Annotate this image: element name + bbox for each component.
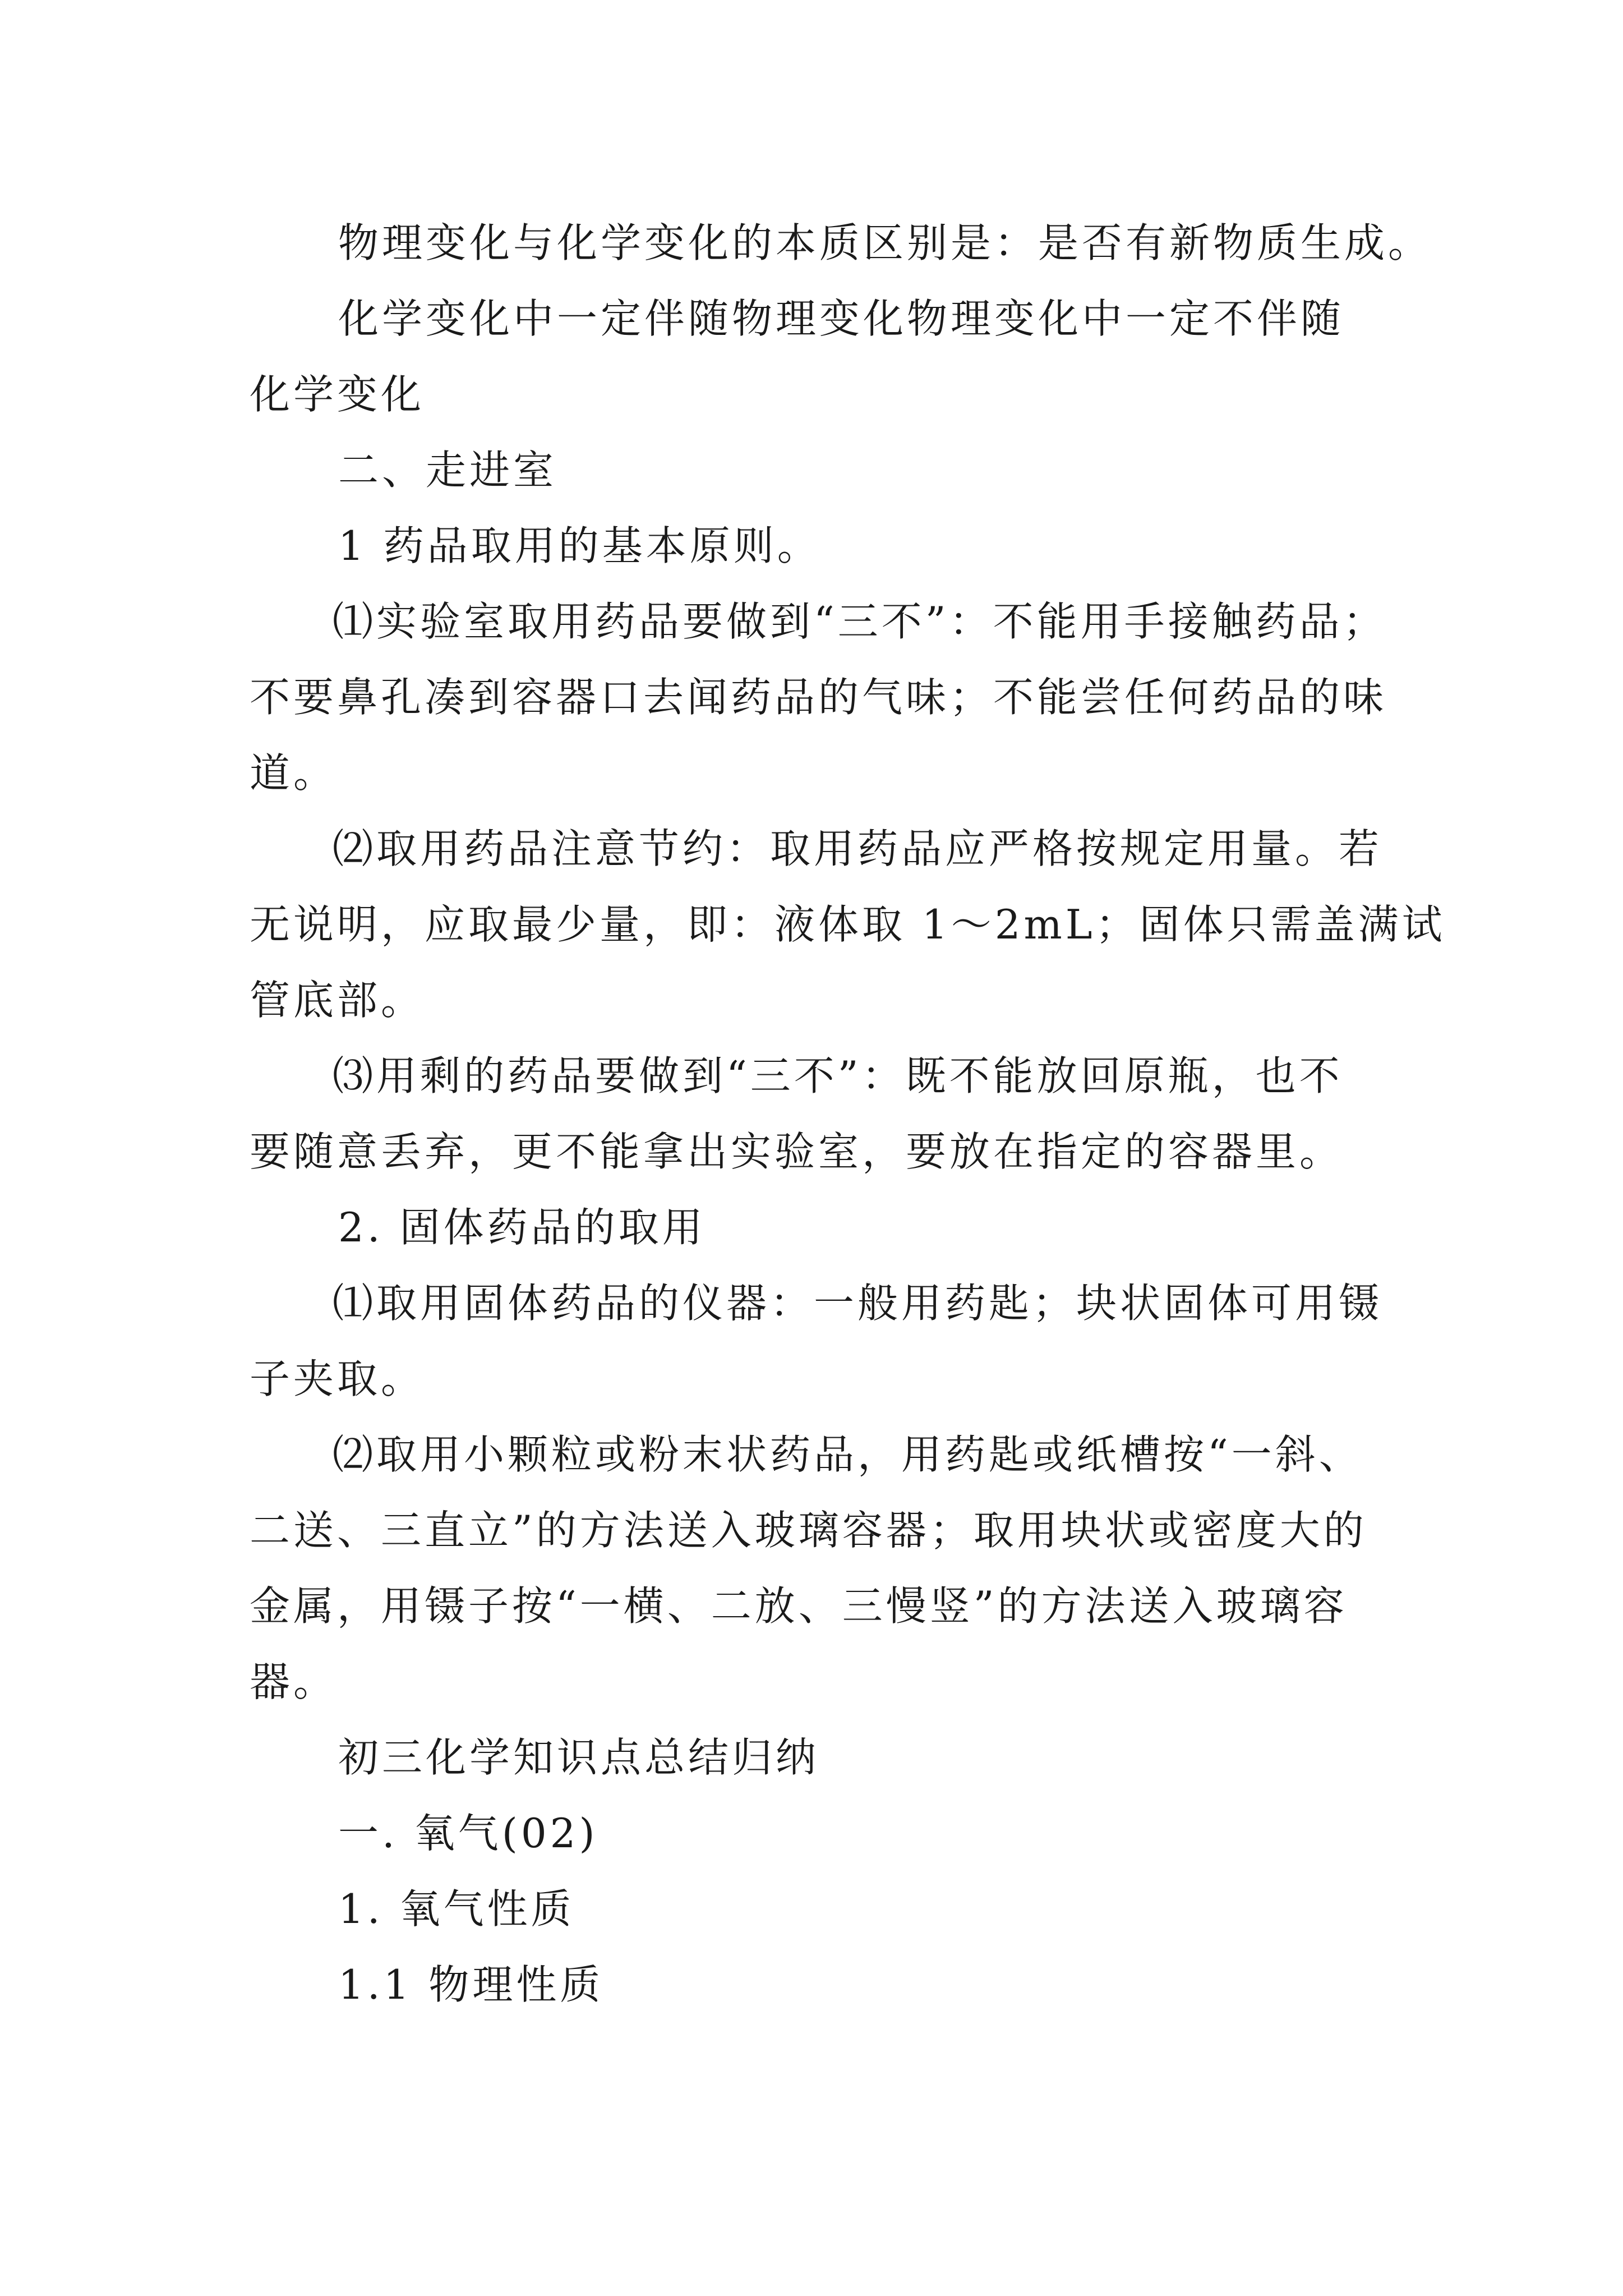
paragraph-line: ⑴取用固体药品的仪器：一般用药匙；块状固体可用镊 [333, 1280, 1383, 1327]
subsection-heading: 1 药品取用的基本原则。 [338, 522, 821, 569]
paragraph-line: 管底部。 [250, 977, 425, 1024]
paragraph-line: 物理变化与化学变化的本质区别是：是否有新物质生成。 [338, 219, 1432, 266]
subsection-heading: 2. 固体药品的取用 [338, 1204, 706, 1251]
paragraph-line: 要随意丢弃，更不能拿出实验室，要放在指定的容器里。 [250, 1128, 1344, 1175]
paragraph-line: ⑴实验室取用药品要做到“三不”：不能用手接触药品； [333, 598, 1387, 645]
paragraph-line: 不要鼻孔凑到容器口去闻药品的气味；不能尝任何药品的味 [250, 674, 1387, 721]
paragraph-line: 化学变化 [250, 371, 425, 418]
section-heading: 一. 氧气(02) [338, 1810, 598, 1857]
paragraph-line: 道。 [250, 749, 338, 797]
paragraph-line: 器。 [250, 1658, 338, 1705]
section-heading: 二、走进室 [338, 447, 557, 494]
paragraph-line: 子夹取。 [250, 1355, 425, 1402]
subsection-heading: 1.1 物理性质 [338, 1961, 604, 2008]
paragraph-line: 化学变化中一定伴随物理变化物理变化中一定不伴随 [338, 295, 1345, 342]
paragraph-line: ⑵取用药品注意节约：取用药品应严格按规定用量。若 [333, 825, 1383, 872]
section-title: 初三化学知识点总结归纳 [338, 1734, 820, 1781]
paragraph-line: 二送、三直立”的方法送入玻璃容器；取用块状或密度大的 [250, 1507, 1367, 1554]
paragraph-line: ⑵取用小颗粒或粉末状药品，用药匙或纸槽按“一斜、 [333, 1431, 1363, 1478]
paragraph-line: ⑶用剩的药品要做到“三不”：既不能放回原瓶，也不 [333, 1052, 1343, 1099]
paragraph-line: 金属，用镊子按“一横、二放、三慢竖”的方法送入玻璃容 [250, 1582, 1348, 1630]
paragraph-line: 无说明，应取最少量，即：液体取 1～2mL；固体只需盖满试 [250, 901, 1446, 948]
subsection-heading: 1. 氧气性质 [338, 1885, 575, 1932]
